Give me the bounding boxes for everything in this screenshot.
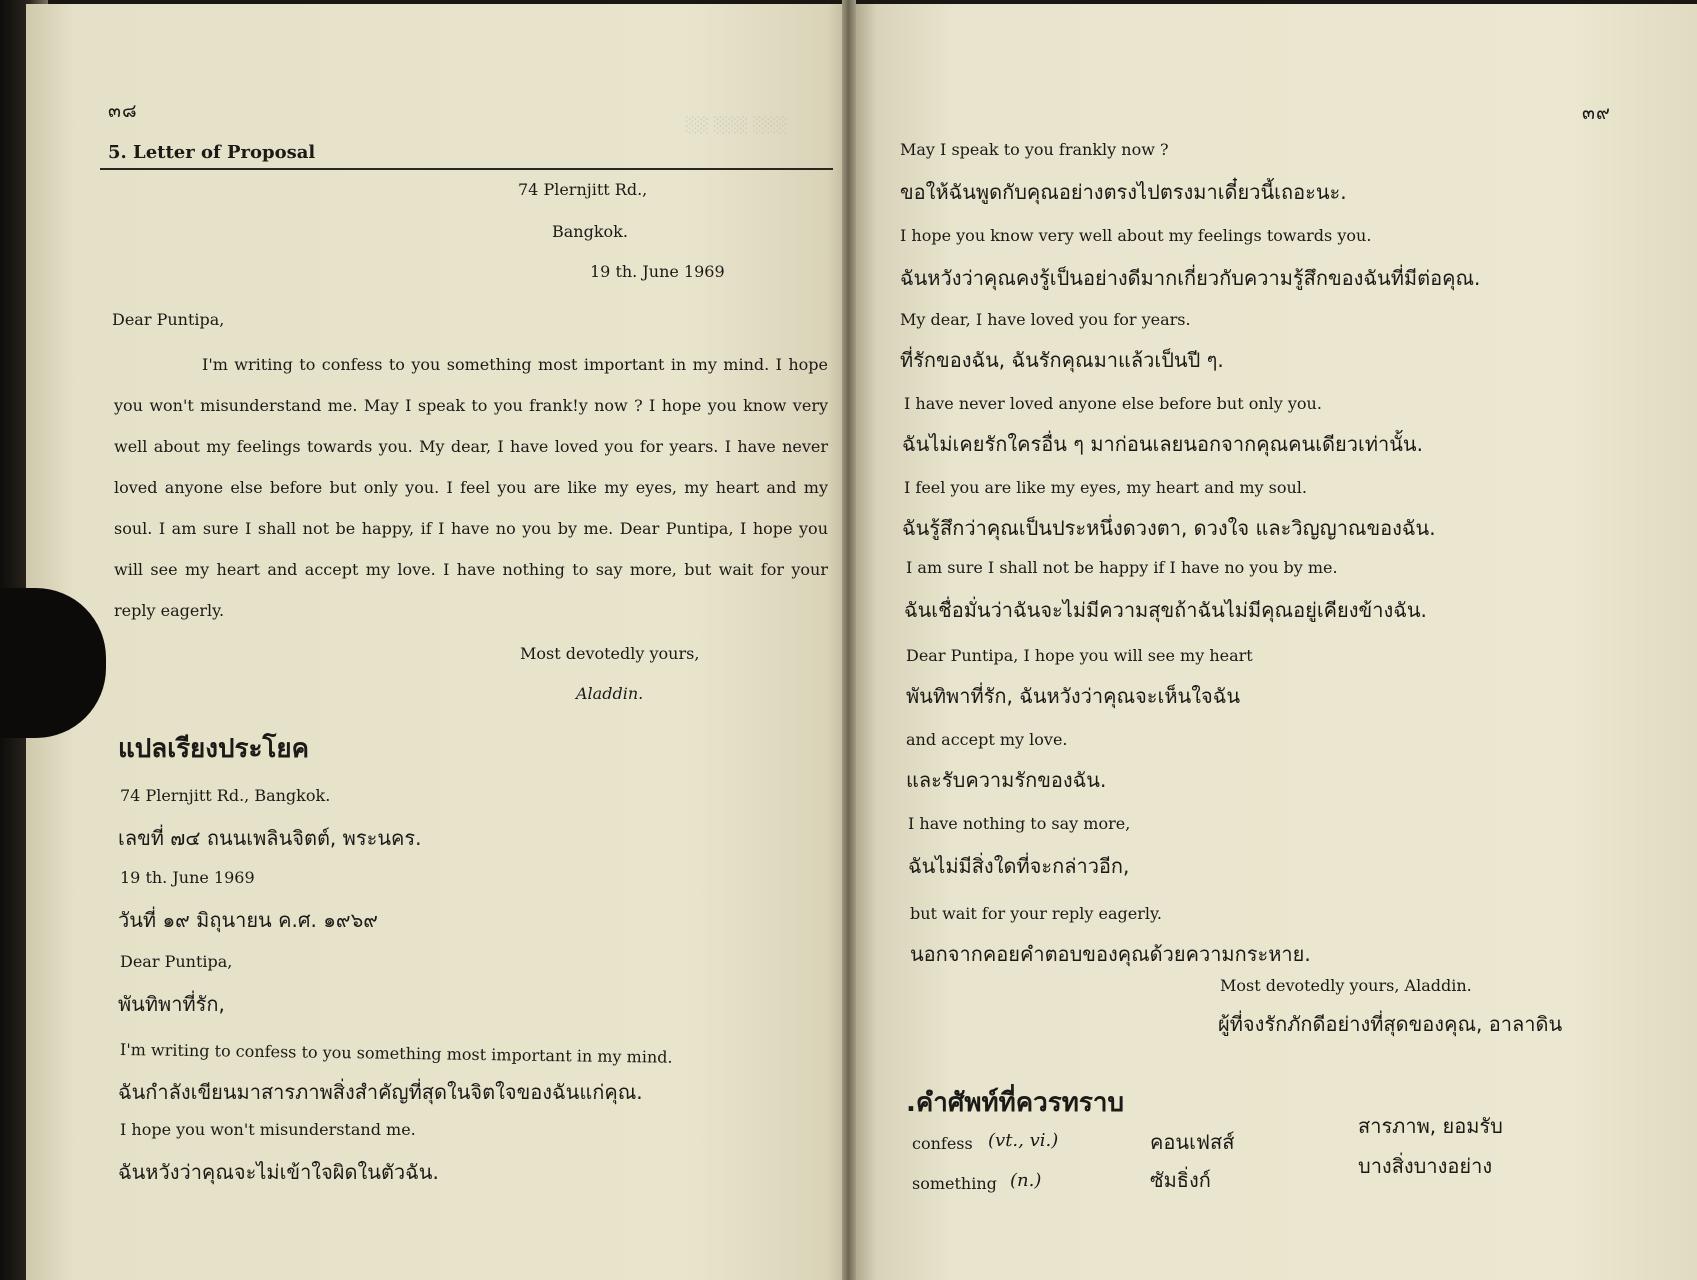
left-translation-th: เลขที่ ๗๔ ถนนเพลินจิตต์, พระนคร. bbox=[118, 826, 422, 850]
left-translation-th: ฉันหวังว่าคุณจะไม่เข้าใจผิดในตัวฉัน. bbox=[118, 1160, 439, 1184]
show-through-text: ░░ ░░░ ░░░ bbox=[686, 116, 788, 134]
book-spine bbox=[842, 0, 856, 1280]
right-translation-en: I feel you are like my eyes, my heart and my soul. bbox=[904, 478, 1308, 497]
vocab-pronunciation: ซัมธิ่งก์ bbox=[1150, 1168, 1211, 1192]
right-translation-en: Dear Puntipa, I hope you will see my heart bbox=[906, 646, 1253, 665]
right-translation-en: I hope you know very well about my feelings towards you. bbox=[900, 226, 1372, 245]
left-translation-th: ฉันกำลังเขียนมาสารภาพสิ่งสำคัญที่สุดในจิตใจของฉันแก่คุณ. bbox=[118, 1080, 643, 1104]
left-translation-th: พันทิพาที่รัก, bbox=[118, 992, 225, 1016]
vocab-pos: (n.) bbox=[1010, 1170, 1042, 1191]
section-heading: 5. Letter of Proposal bbox=[108, 142, 316, 163]
right-translation-th: ฉันไม่มีสิ่งใดที่จะกล่าวอีก, bbox=[908, 854, 1130, 878]
right-translation-en: but wait for your reply eagerly. bbox=[910, 904, 1163, 923]
right-translation-en: and accept my love. bbox=[906, 730, 1068, 749]
vocab-word: confess bbox=[912, 1134, 973, 1153]
translation-heading: แปลเรียงประโยค bbox=[118, 734, 310, 764]
letter-body bbox=[114, 344, 828, 631]
address-line-1: 74 Plernjitt Rd., bbox=[518, 180, 648, 199]
letter-salutation: Dear Puntipa, bbox=[112, 310, 225, 329]
vocab-meaning: บางสิ่งบางอย่าง bbox=[1358, 1154, 1493, 1178]
page-number-left: ๓๘ bbox=[108, 100, 138, 122]
vocab-pronunciation: คอนเฟสส์ bbox=[1150, 1130, 1235, 1154]
page-number-right: ๓๙ bbox=[1582, 102, 1611, 124]
vocab-word: something bbox=[912, 1174, 997, 1193]
letter-closing: Most devotedly yours, bbox=[520, 644, 700, 663]
right-translation-th: นอกจากคอยคำตอบของคุณด้วยความกระหาย. bbox=[910, 942, 1311, 966]
right-translation-th: ฉันเชื่อมั่นว่าฉันจะไม่มีความสุขถ้าฉันไม่มีคุณอยู่เคียงข้างฉัน. bbox=[904, 598, 1427, 622]
right-closing-th: ผู้ที่จงรักภักดีอย่างที่สุดของคุณ, อาลาดิน bbox=[1218, 1012, 1563, 1036]
vocab-meaning: สารภาพ, ยอมรับ bbox=[1358, 1114, 1503, 1138]
right-translation-th: พันทิพาที่รัก, ฉันหวังว่าคุณจะเห็นใจฉัน bbox=[906, 684, 1241, 708]
vocab-heading: .คำศัพท์ที่ควรทราบ bbox=[906, 1088, 1124, 1118]
left-translation-en: I hope you won't misunderstand me. bbox=[120, 1120, 416, 1139]
right-translation-th: ที่รักของฉัน, ฉันรักคุณมาแล้วเป็นปี ๆ. bbox=[900, 348, 1224, 372]
heading-rule bbox=[100, 168, 833, 170]
right-translation-en: May I speak to you frankly now ? bbox=[900, 140, 1169, 159]
right-translation-th: ขอให้ฉันพูดกับคุณอย่างตรงไปตรงมาเดี๋ยวนี้เถอะนะ. bbox=[900, 180, 1347, 204]
right-translation-th: ฉันรู้สึกว่าคุณเป็นประหนึ่งดวงตา, ดวงใจ และวิญญาณของฉัน. bbox=[902, 516, 1436, 540]
letter-signature: Aladdin. bbox=[576, 684, 644, 703]
address-line-2: Bangkok. bbox=[552, 222, 628, 241]
left-translation-en: Dear Puntipa, bbox=[120, 952, 233, 971]
left-translation-en: I'm writing to confess to you something most important in my mind. bbox=[119, 1040, 673, 1067]
right-translation-en: I have nothing to say more, bbox=[908, 814, 1131, 833]
left-translation-en: 19 th. June 1969 bbox=[120, 868, 255, 887]
right-closing-en: Most devotedly yours, Aladdin. bbox=[1220, 976, 1472, 995]
vocab-pos: (vt., vi.) bbox=[988, 1130, 1059, 1151]
letter-date: 19 th. June 1969 bbox=[590, 262, 725, 281]
right-translation-th: ฉันไม่เคยรักใครอื่น ๆ มาก่อนเลยนอกจากคุณคนเดียวเท่านั้น. bbox=[902, 432, 1423, 456]
left-translation-th: วันที่ ๑๙ มิถุนายน ค.ศ. ๑๙๖๙ bbox=[118, 908, 378, 932]
right-translation-en: I have never loved anyone else before but only you. bbox=[904, 394, 1322, 413]
letter-body-text: I'm writing to confess to you something most important in my mind. I hope you won't misunderstand me. May I speak to you frank!y now ? I hope you know very well about my feelings towards you. My dear, I have loved you for years. I have never loved anyone else before but only you. I feel you are like my eyes, my heart and my soul. I am sure I shall not be happy, if I have no you by me. Dear Puntipa, I hope you will see my heart and accept my love. I have nothing to say more, but wait for your reply eagerly. bbox=[114, 355, 828, 620]
right-translation-en: I am sure I shall not be happy if I have no you by me. bbox=[906, 558, 1338, 577]
right-translation-th: ฉันหวังว่าคุณคงรู้เป็นอย่างดีมากเกี่ยวกับความรู้สึกของฉันที่มีต่อคุณ. bbox=[900, 266, 1481, 290]
right-translation-en: My dear, I have loved you for years. bbox=[900, 310, 1191, 329]
right-translation-th: และรับความรักของฉัน. bbox=[906, 768, 1107, 792]
left-translation-en: 74 Plernjitt Rd., Bangkok. bbox=[120, 786, 331, 805]
